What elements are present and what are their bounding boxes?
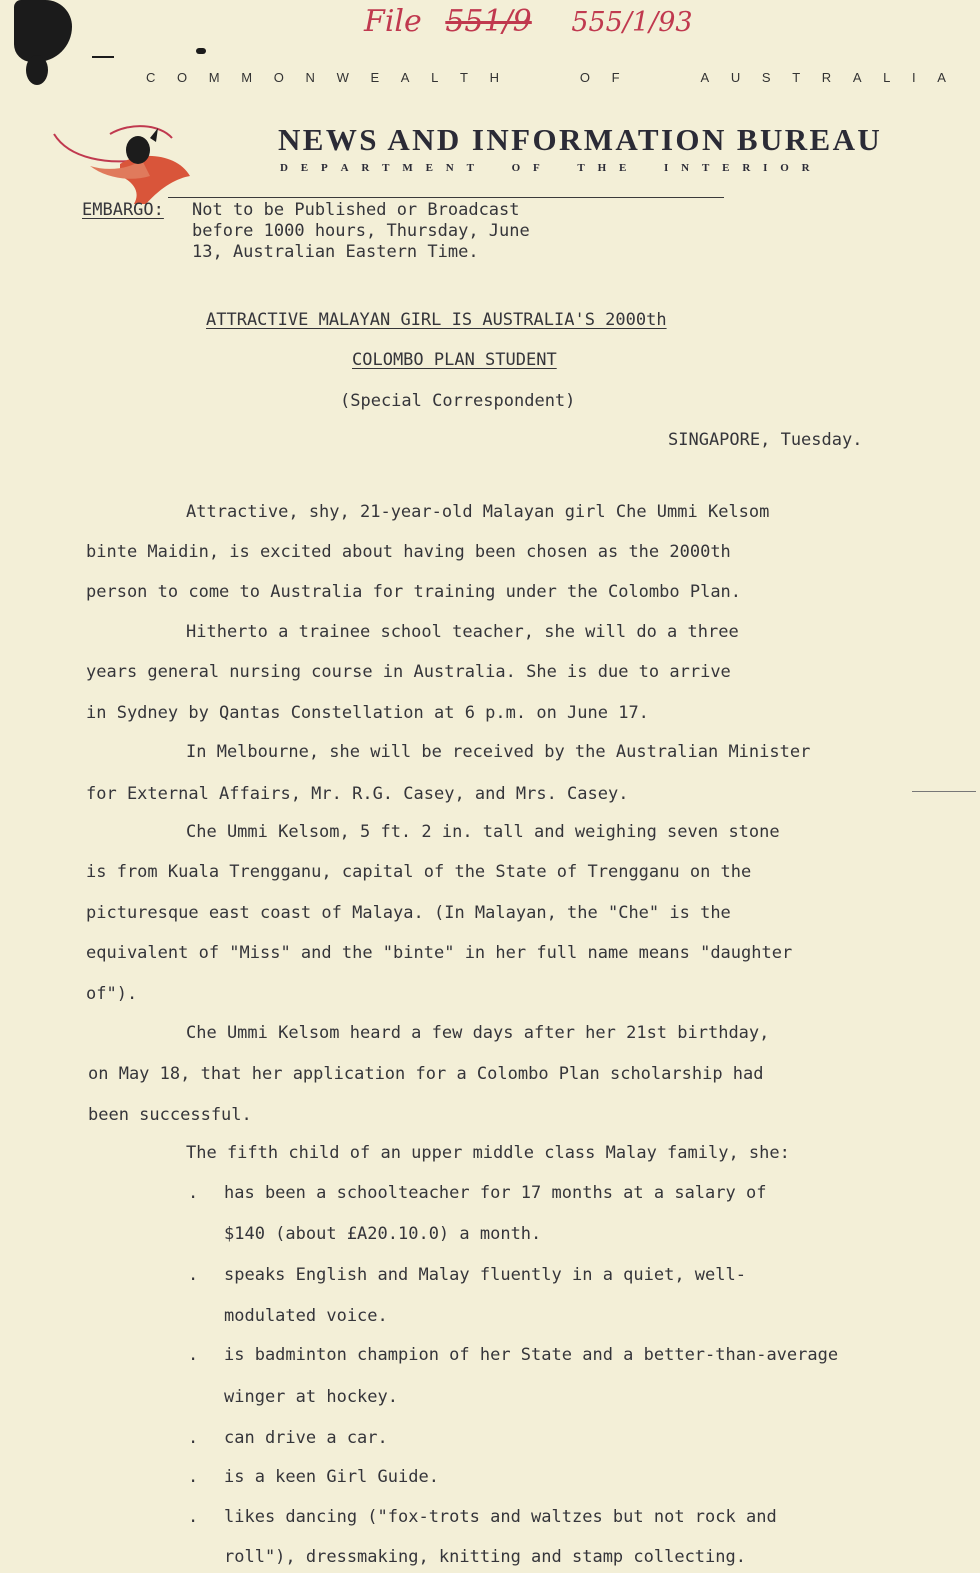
handwritten-file-label: File	[364, 4, 422, 39]
heading-letter: R	[821, 70, 832, 85]
heading-letter: L	[431, 70, 439, 85]
headline-subtitle: COLOMBO PLAN STUDENT	[352, 350, 557, 370]
heading-letter: T	[792, 70, 801, 85]
byline: (Special Correspondent)	[340, 391, 576, 411]
body-line: of").	[86, 984, 138, 1004]
heading-letter: A	[400, 70, 410, 85]
heading-letter: N	[305, 70, 315, 85]
department-letter: H	[597, 162, 607, 174]
heading-letter: I	[912, 70, 916, 85]
heading-letter	[521, 70, 529, 85]
ink-smudge	[26, 55, 48, 85]
bullet-line: winger at hockey.	[224, 1387, 398, 1407]
heading-letter: O	[579, 70, 591, 85]
heading-letter: O	[177, 70, 188, 85]
heading-letter: H	[489, 70, 499, 85]
bullet-line: speaks English and Malay fluently in a quiet, well-	[224, 1265, 746, 1285]
department-letter	[639, 162, 651, 174]
ink-smudge	[14, 0, 72, 62]
body-line: is from Kuala Trengganu, capital of the State of Trengganu on the	[86, 862, 752, 882]
margin-mark	[912, 791, 976, 792]
bullet-marker: .	[188, 1428, 199, 1448]
dateline: SINGAPORE, Tuesday.	[668, 430, 863, 450]
body-line: Attractive, shy, 21-year-old Malayan girl Che Ummi Kelsom	[186, 502, 770, 522]
department-letter: N	[445, 162, 454, 174]
heading-letter: F	[611, 70, 620, 85]
department-letter: P	[320, 162, 328, 174]
department-letter: T	[382, 162, 390, 174]
heading-letter: C	[146, 70, 156, 85]
department-letter: A	[340, 162, 349, 174]
bullet-marker: .	[188, 1183, 199, 1203]
body-line: In Melbourne, she will be received by the Australian Minister	[186, 742, 811, 762]
embargo-line: before 1000 hours, Thursday, June	[192, 221, 530, 241]
department-letter: O	[511, 162, 521, 174]
department-letter: D	[280, 162, 288, 174]
department-letter: F	[533, 162, 540, 174]
department-letter: T	[701, 162, 710, 174]
department-letter: I	[664, 162, 669, 174]
department-letter: R	[742, 162, 751, 174]
department-letter	[487, 162, 499, 174]
department-letter: E	[722, 162, 730, 174]
department-letter: R	[361, 162, 370, 174]
heading-letter: O	[273, 70, 284, 85]
bullet-marker: .	[188, 1345, 199, 1365]
body-line: The fifth child of an upper middle class Malay family, she:	[186, 1143, 790, 1163]
headline: ATTRACTIVE MALAYAN GIRL IS AUSTRALIA'S 2000th	[206, 310, 667, 330]
department-letter: N	[681, 162, 690, 174]
bullet-line: can drive a car.	[224, 1428, 388, 1448]
struck-reference: 551/9	[445, 4, 532, 39]
heading-letter: A	[937, 70, 946, 85]
file-reference: 555/1/93	[571, 7, 693, 38]
bullet-marker: .	[188, 1265, 199, 1285]
heading-letter: M	[241, 70, 253, 85]
department-letter: M	[402, 162, 413, 174]
body-line: person to come to Australia for training under the Colombo Plan.	[86, 582, 742, 602]
department-letter: I	[763, 162, 768, 174]
heading-letter: L	[883, 70, 891, 85]
heading-letter: A	[852, 70, 862, 85]
heading-letter	[671, 70, 679, 85]
heading-letter: A	[700, 70, 710, 85]
heading-letter: S	[761, 70, 771, 85]
embargo-line: Not to be Published or Broadcast	[192, 200, 520, 220]
department-letter: T	[466, 162, 474, 174]
department-letter: R	[801, 162, 810, 174]
department-of-the-interior	[280, 162, 810, 174]
letterhead-rule	[168, 197, 724, 198]
body-line: Che Ummi Kelsom, 5 ft. 2 in. tall and weighing seven stone	[186, 822, 780, 842]
body-line: equivalent of "Miss" and the "binte" in her full name means "daughter	[86, 943, 793, 963]
bullet-line: is badminton champion of her State and a better-than-average	[224, 1345, 839, 1365]
department-letter: E	[425, 162, 433, 174]
heading-letter: T	[459, 70, 468, 85]
heading-letter	[550, 70, 558, 85]
bullet-marker: .	[188, 1507, 199, 1527]
bullet-marker: .	[188, 1467, 199, 1487]
body-line: been successful.	[88, 1105, 252, 1125]
heading-letter: U	[730, 70, 741, 85]
department-letter: O	[780, 162, 789, 174]
body-line: Hitherto a trainee school teacher, she will do a three	[186, 622, 739, 642]
heading-letter: W	[336, 70, 349, 85]
body-line: on May 18, that her application for a Colombo Plan scholarship had	[88, 1064, 764, 1084]
bullet-line: is a keen Girl Guide.	[224, 1467, 439, 1487]
ink-mark	[196, 48, 206, 54]
body-line: binte Maidin, is excited about having been chosen as the 2000th	[86, 542, 731, 562]
heading-letter: E	[370, 70, 380, 85]
department-letter: E	[300, 162, 309, 174]
heading-letter: M	[208, 70, 220, 85]
body-line: years general nursing course in Australia. She is due to arrive	[86, 662, 731, 682]
heading-letter	[641, 70, 649, 85]
bullet-line: likes dancing ("fox-trots and waltzes but not rock and	[224, 1507, 777, 1527]
handwritten-file-note	[364, 4, 693, 39]
bullet-line: roll"), dressmaking, knitting and stamp collecting.	[224, 1547, 746, 1567]
ink-mark	[92, 56, 114, 58]
bullet-line: has been a schoolteacher for 17 months at a salary of	[224, 1183, 767, 1203]
body-line: in Sydney by Qantas Constellation at 6 p.m. on June 17.	[86, 703, 649, 723]
embargo-label: EMBARGO:	[82, 200, 164, 220]
body-line: Che Ummi Kelsom heard a few days after her 21st birthday,	[186, 1023, 770, 1043]
department-letter: T	[577, 162, 585, 174]
commonwealth-of-australia-heading	[146, 70, 946, 85]
department-letter	[553, 162, 565, 174]
bullet-line: modulated voice.	[224, 1306, 388, 1326]
bureau-title: NEWS AND INFORMATION BUREAU	[278, 122, 883, 157]
embargo-line: 13, Australian Eastern Time.	[192, 242, 479, 262]
body-line: for External Affairs, Mr. R.G. Casey, and Mrs. Casey.	[86, 784, 629, 804]
body-line: picturesque east coast of Malaya. (In Malayan, the "Che" is the	[86, 903, 731, 923]
bullet-line: $140 (about £A20.10.0) a month.	[224, 1224, 542, 1244]
department-letter: E	[619, 162, 627, 174]
